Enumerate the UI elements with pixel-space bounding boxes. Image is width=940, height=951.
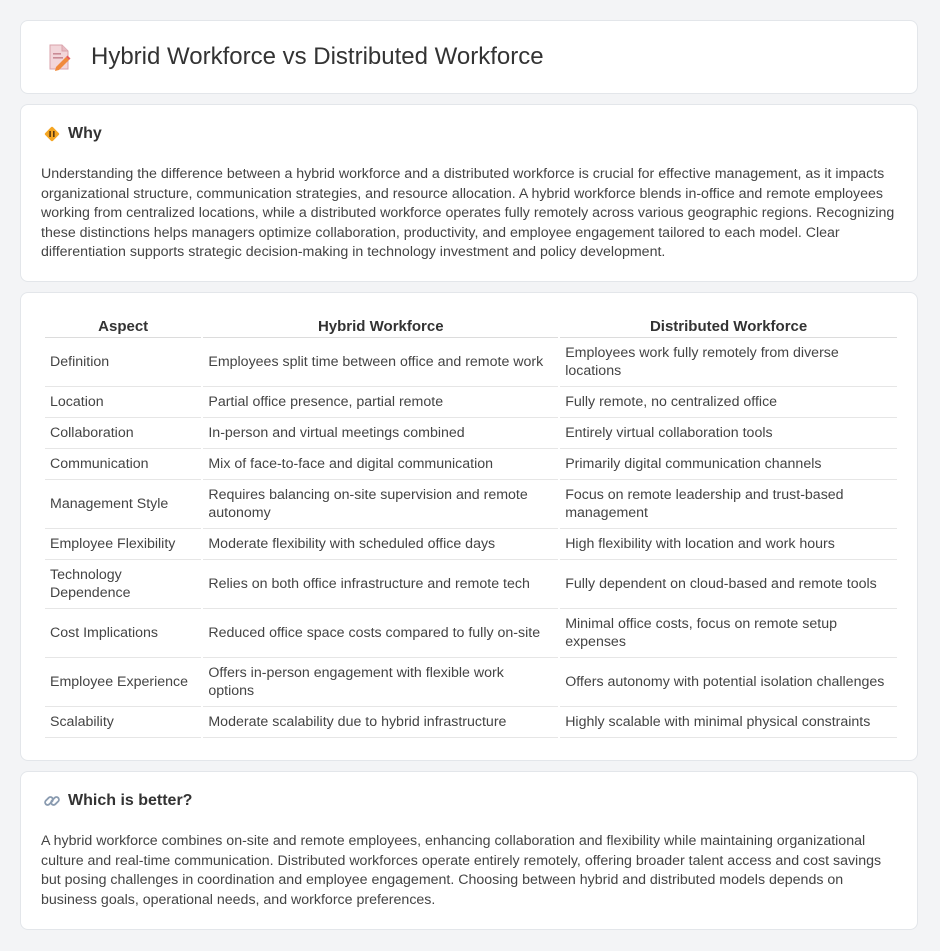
- aspect-cell: Technology Dependence: [45, 560, 201, 609]
- comparison-section: [20, 292, 918, 761]
- comparison-table: [43, 315, 899, 738]
- table-row: [45, 609, 897, 658]
- hybrid-cell: Employees split time between office and remote work: [203, 338, 558, 387]
- diamond-sign-icon: [43, 125, 61, 143]
- table-row: [45, 449, 897, 480]
- better-paragraph: A hybrid workforce combines on-site and remote employees, enhancing collaboration and flexibility while maintaining organizational culture and real-time communication. Distributed workforces operate entirely remotely, offering broader talent access and cost savings but posing challenges in coordination and employee engagement. Choosing between hybrid and distributed models depends on business goals, operational needs, and workforce preferences.: [41, 833, 882, 908]
- hybrid-cell: Reduced office space costs compared to fully on-site: [203, 609, 558, 658]
- distributed-cell: Fully remote, no centralized office: [560, 387, 897, 418]
- aspect-cell: Definition: [45, 338, 201, 387]
- hybrid-cell: Partial office presence, partial remote: [203, 387, 558, 418]
- which-better-section: [20, 771, 918, 930]
- table-row: [45, 707, 897, 738]
- hybrid-cell: Relies on both office infrastructure and remote tech: [203, 560, 558, 609]
- table-row: [45, 387, 897, 418]
- table-row: [45, 480, 897, 529]
- hybrid-cell: In-person and virtual meetings combined: [203, 418, 558, 449]
- aspect-cell: Location: [45, 387, 201, 418]
- distributed-cell: Employees work fully remotely from diverse locations: [560, 338, 897, 387]
- aspect-cell: Cost Implications: [45, 609, 201, 658]
- why-paragraph: Understanding the difference between a hybrid workforce and a distributed workforce is crucial for effective management, as it impacts organizational structure, communication strategies, and resource allocation. A hybrid workforce blends in-office and remote employees working from centralized locations, while a distributed workforce operates fully remotely across various geographic regions. Recognizing these distinctions helps managers optimize collaboration, productivity, and employee engagement tailored to each model. Clear differentiation supports strategic decision-making in technology investment and policy development.: [41, 166, 895, 260]
- distributed-cell: Focus on remote leadership and trust-based management: [560, 480, 897, 529]
- aspect-cell: Collaboration: [45, 418, 201, 449]
- distributed-cell: Offers autonomy with potential isolation challenges: [560, 658, 897, 707]
- distributed-cell: Fully dependent on cloud-based and remote tools: [560, 560, 897, 609]
- hybrid-cell: Mix of face-to-face and digital communication: [203, 449, 558, 480]
- table-row: [45, 560, 897, 609]
- aspect-cell: Scalability: [45, 707, 201, 738]
- title-card: [20, 20, 918, 94]
- table-row: [45, 418, 897, 449]
- hybrid-cell: Moderate flexibility with scheduled office days: [203, 529, 558, 560]
- aspect-cell: Employee Flexibility: [45, 529, 201, 560]
- distributed-cell: Primarily digital communication channels: [560, 449, 897, 480]
- hybrid-cell: Moderate scalability due to hybrid infrastructure: [203, 707, 558, 738]
- aspect-cell: Management Style: [45, 480, 201, 529]
- better-heading: [43, 792, 192, 810]
- table-row: [45, 658, 897, 707]
- table-row: [45, 338, 897, 387]
- why-heading: [43, 125, 102, 143]
- header-aspect: Aspect: [45, 315, 201, 338]
- aspect-cell: Communication: [45, 449, 201, 480]
- table-header-row: [45, 315, 897, 338]
- table-row: [45, 529, 897, 560]
- distributed-cell: High flexibility with location and work hours: [560, 529, 897, 560]
- document-edit-icon: [47, 43, 71, 71]
- distributed-cell: Minimal office costs, focus on remote setup expenses: [560, 609, 897, 658]
- why-section: [20, 104, 918, 282]
- hybrid-cell: Offers in-person engagement with flexible work options: [203, 658, 558, 707]
- page-title: Hybrid Workforce vs Distributed Workforce: [91, 43, 544, 70]
- distributed-cell: Highly scalable with minimal physical constraints: [560, 707, 897, 738]
- header-hybrid: Hybrid Workforce: [203, 315, 558, 338]
- title-row: [47, 43, 544, 71]
- link-icon: [43, 792, 61, 810]
- aspect-cell: Employee Experience: [45, 658, 201, 707]
- distributed-cell: Entirely virtual collaboration tools: [560, 418, 897, 449]
- hybrid-cell: Requires balancing on-site supervision and remote autonomy: [203, 480, 558, 529]
- why-heading-text: Why: [68, 125, 102, 142]
- better-heading-text: Which is better?: [68, 792, 193, 809]
- header-distributed: Distributed Workforce: [560, 315, 897, 338]
